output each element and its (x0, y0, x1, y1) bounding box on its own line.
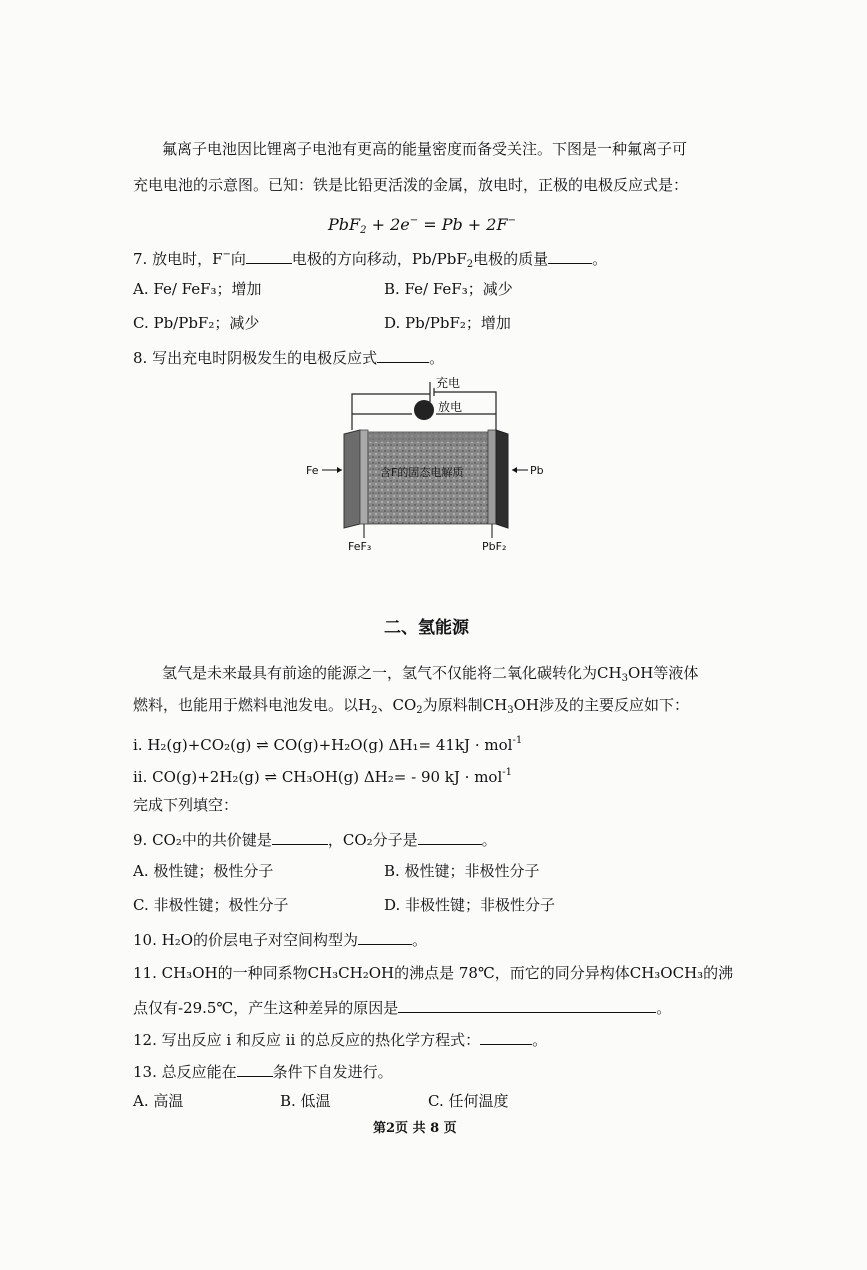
fef3-label: FeF₃ (348, 540, 372, 553)
section-2-title: 二、氢能源 (384, 618, 469, 638)
eq-mid: + 2e (366, 215, 410, 234)
q8-part-a: 8. 写出充电时阴极发生的电极反应式 (133, 349, 378, 367)
q7-part-a: 7. 放电时，F (133, 250, 223, 268)
electrolyte-label: 含F的固态电解质 (380, 466, 464, 479)
q13-blank[interactable] (237, 1060, 273, 1077)
q9-blank-2[interactable] (418, 828, 482, 845)
h2-intro-line-2: 燃料，也能用于燃料电池发电。以$H_2$、$CO_2$为原料制$CH_3OH$涉及的主要反应如下： (133, 696, 689, 716)
pbf2-layer (488, 430, 496, 524)
q10-part-a: 10. H₂O的价层电子对空间构型为 (133, 931, 359, 949)
q13-option-a[interactable]: A. 高温 (133, 1092, 184, 1110)
q13-option-c[interactable]: C. 任何温度 (428, 1092, 509, 1110)
eq-left: PbF (328, 215, 361, 234)
reaction-i (133, 730, 522, 756)
q7-blank-2[interactable] (548, 247, 592, 264)
q9-part-b: ，CO₂分子是 (327, 831, 418, 849)
question-8 (133, 346, 444, 369)
q9-option-b[interactable]: B. 极性键；非极性分子 (384, 862, 540, 880)
reaction-i-text: i. H₂(g)+CO₂(g) ⇌ CO(g)+H₂O(g) ΔH₁= 41kJ · mol (133, 736, 513, 754)
h2-intro-2c: 为原料制CH (422, 696, 508, 714)
q9-part-c: 。 (481, 831, 497, 849)
reaction-ii-sup: -1 (502, 767, 513, 778)
intro-line-1: 氟离子电池因比锂离子电池有更高的能量密度而备受关注。下图是一种氟离子可 (162, 140, 688, 158)
fe-label: Fe (306, 464, 319, 477)
q13-part-a: 13. 总反应能在 (133, 1063, 237, 1081)
q9-option-a[interactable]: A. 极性键；极性分子 (133, 862, 274, 880)
q13-option-b[interactable]: B. 低温 (280, 1092, 331, 1110)
q7-part-b: 向 (230, 250, 246, 268)
q7-option-d[interactable]: D. Pb/PbF₂；增加 (384, 314, 511, 332)
cathode-equation: PbF$_2$ + 2e− = Pb + 2F− (328, 215, 516, 236)
q7-part-d: 电极的质量 (473, 250, 549, 268)
q7-part-c: 电极的方向移动，Pb/PbF (291, 250, 467, 268)
q8-blank[interactable] (377, 346, 429, 363)
h2-intro-1a: 氢气是未来最具有前途的能源之一，氢气不仅能将二氧化碳转化为CH (162, 664, 622, 682)
q7-option-b[interactable]: B. Fe/ FeF₃；减少 (384, 280, 513, 298)
q7-blank-1[interactable] (246, 247, 292, 264)
pbf2-label: PbF₂ (482, 540, 507, 553)
q9-blank-1[interactable] (272, 828, 328, 845)
question-9 (133, 828, 497, 851)
h2-intro-2b: 、CO (377, 696, 417, 714)
q7-part-e: 。 (592, 250, 608, 268)
q9-part-a: 9. CO₂中的共价键是 (133, 831, 272, 849)
q12-part-a: 12. 写出反应 i 和反应 ii 的总反应的热化学方程式： (133, 1031, 481, 1049)
question-11-line-1: 11. CH₃OH的一种同系物CH₃CH₂OH的沸点是 78℃，而它的同分异构体CH₃OCH₃的沸 (133, 964, 734, 982)
eq-right: = Pb + 2F (418, 215, 508, 234)
reaction-i-sup: -1 (512, 735, 523, 746)
battery-diagram (300, 372, 560, 554)
fef3-layer (360, 430, 368, 524)
question-7: 7. 放电时，F−向 电极的方向移动，Pb/PbF$_2$电极的质量 。 (133, 249, 608, 270)
h2-intro-line-1: 氢气是未来最具有前途的能源之一，氢气不仅能将二氧化碳转化为$CH_3OH$等液体 (162, 664, 699, 684)
q10-blank[interactable] (358, 928, 412, 945)
fe-electrode (344, 430, 360, 528)
q11-part-b: 点仅有-29.5℃，产生这种差异的原因是 (133, 999, 399, 1017)
question-10 (133, 928, 427, 951)
question-11-line-2 (133, 996, 671, 1019)
q8-part-b: 。 (429, 349, 445, 367)
intro-line-2: 充电电池的示意图。已知：铁是比铅更活泼的金属，放电时，正极的电极反应式是： (133, 176, 689, 194)
q12-part-b: 。 (532, 1031, 548, 1049)
q7-option-a[interactable]: A. Fe/ FeF₃；增加 (133, 280, 262, 298)
pb-electrode (496, 430, 508, 528)
discharge-label: 放电 (438, 400, 463, 414)
q7-option-c[interactable]: C. Pb/PbF₂；减少 (133, 314, 260, 332)
page-footer: 第2页 共 8 页 (373, 1121, 457, 1136)
h2-intro-2d: OH涉及的主要反应如下： (513, 696, 689, 714)
q9-option-c[interactable]: C. 非极性键；极性分子 (133, 896, 289, 914)
fill-instruction: 完成下列填空： (133, 796, 239, 814)
pb-label: Pb (530, 464, 544, 477)
h2-intro-2a: 燃料，也能用于燃料电池发电。以H (133, 696, 372, 714)
q13-part-b: 条件下自发进行。 (272, 1063, 393, 1081)
q12-blank[interactable] (480, 1028, 532, 1045)
reaction-ii (133, 762, 512, 788)
q11-blank[interactable] (398, 996, 656, 1013)
q9-option-d[interactable]: D. 非极性键；非极性分子 (384, 896, 556, 914)
q11-part-c: 。 (656, 999, 672, 1017)
h2-intro-1b: OH等液体 (627, 664, 699, 682)
question-12 (133, 1028, 547, 1051)
q10-part-b: 。 (412, 931, 428, 949)
question-13 (133, 1060, 393, 1083)
bulb-icon (414, 400, 434, 420)
charge-label: 充电 (436, 376, 461, 390)
reaction-ii-text: ii. CO(g)+2H₂(g) ⇌ CH₃OH(g) ΔH₂= - 90 kJ · mol (133, 768, 503, 786)
